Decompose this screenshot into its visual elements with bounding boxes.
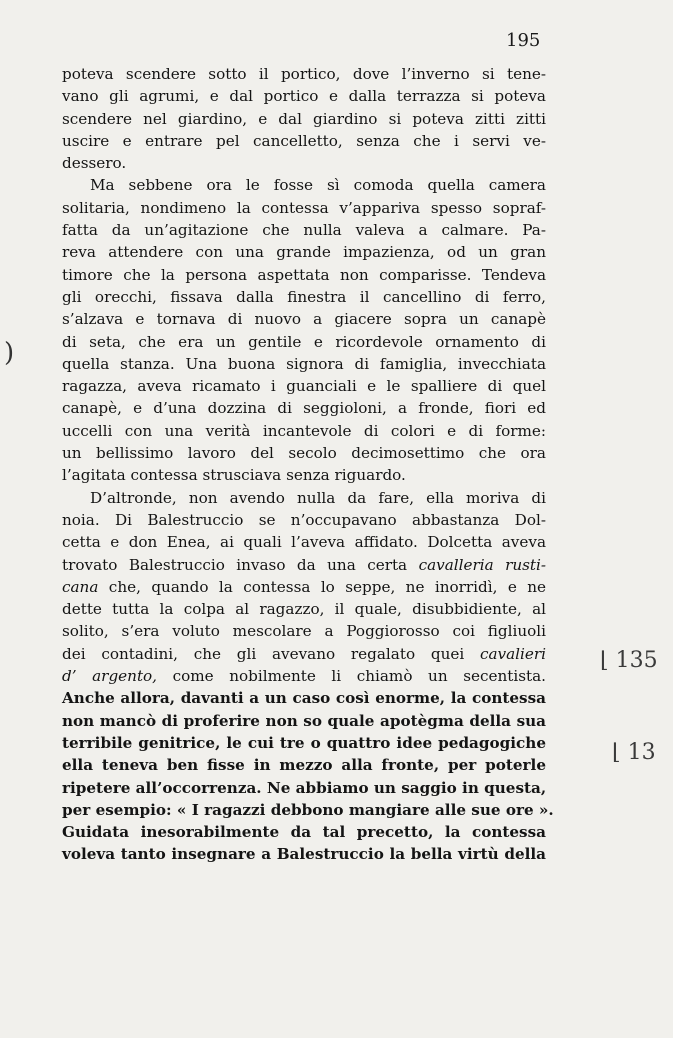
margin-bracket-mark: )	[4, 338, 15, 368]
text-line: di seta, che era un gentile e ricordevole ornamento di	[62, 332, 546, 351]
text-line: uscire e entrare pel cancelletto, senza che i servi ve-	[62, 131, 546, 150]
page-number: 195	[506, 30, 541, 51]
text-line: scendere nel giardino, e dal giardino si poteva zitti zitti	[62, 109, 546, 128]
body-text	[62, 63, 554, 866]
text-line: Ma sebbene ora le fosse sì comoda quella camera	[90, 176, 546, 195]
text-line: ella teneva ben fisse in mezzo alla fronte, per poterle	[62, 756, 546, 775]
text-line	[62, 554, 546, 576]
text-line: timore che la persona aspettata non comparisse. Tendeva	[62, 265, 546, 284]
text-line: dessero.	[62, 154, 127, 173]
italic-phrase: cavalieri	[479, 644, 546, 663]
text-line: Guidata inesorabilmente da tal precetto, la contessa	[62, 823, 546, 842]
italic-phrase: d’ argento,	[62, 667, 158, 686]
text-line: un bellissimo lavoro del secolo decimosettimo che ora	[62, 444, 546, 463]
text-line: cetta e don Enea, ai quali l’aveva affidato. Dolcetta aveva	[62, 533, 546, 552]
text-line: terribile genitrice, le cui tre o quattro idee pedagogiche	[62, 733, 546, 752]
text-line: solito, s’era voluto mescolare a Poggiorosso coi figliuoli	[62, 622, 546, 641]
text-line	[62, 576, 546, 598]
text-segment: che, quando la contessa lo seppe, ne inorridì, e ne	[98, 577, 546, 596]
text-segment: come nobilmente li chiamò un secentista.	[157, 667, 546, 686]
text-line	[62, 665, 546, 687]
text-line: ripetere all’occorrenza. Ne abbiamo un saggio in questa,	[62, 778, 547, 797]
text-line: quella stanza. Una buona signora di famiglia, invecchiata	[62, 354, 546, 373]
text-line: poteva scendere sotto il portico, dove l’inverno si tene-	[62, 65, 546, 83]
text-line: dette tutta la colpa al ragazzo, il quale, disubbidiente, al	[62, 600, 546, 619]
text-line: voleva tanto insegnare a Balestruccio la bella virtù della	[62, 845, 546, 864]
italic-phrase: cana	[62, 577, 99, 596]
text-line: D’altronde, non avendo nulla da fare, ella moriva di	[90, 488, 546, 507]
text-line: l’agitata contessa strusciava senza riguardo.	[62, 466, 406, 485]
text-line: vano gli agrumi, e dal portico e dalla terrazza si poteva	[62, 87, 546, 106]
text-line: non mancò di proferire non so quale apotègma della sua	[62, 711, 546, 730]
text-line: solitaria, nondimeno la contessa v’appariva spesso sopraf-	[62, 198, 546, 217]
text-line: ragazza, aveva ricamato i guanciali e le spalliere di quel	[62, 377, 546, 396]
text-line: noia. Di Balestruccio se n’occupavano abbastanza Dol-	[62, 510, 546, 529]
text-line: per esempio: « I ragazzi debbono mangiare alle sue ore ».	[62, 800, 554, 819]
text-line: gli orecchi, fissava dalla finestra il cancellino di ferro,	[62, 287, 546, 306]
text-line	[62, 643, 546, 665]
text-segment: trovato Balestruccio invaso da una certa	[62, 555, 419, 574]
text-line: reva attendere con una grande impazienza, od un gran	[62, 243, 546, 262]
text-line: uccelli con una verità incantevole di colori e di forme:	[62, 421, 546, 440]
text-segment: dei contadini, che gli avevano regalato quei	[62, 644, 480, 663]
text-line: s’alzava e tornava di nuovo a giacere sopra un canapè	[62, 310, 546, 329]
text-line: canapè, e d’una dozzina di seggioloni, a fronde, fiori ed	[62, 399, 546, 418]
italic-phrase: cavalleria rusti-	[418, 555, 546, 574]
text-line: Anche allora, davanti a un caso così enorme, la contessa	[62, 689, 546, 708]
margin-note-1: ⌊ 135	[600, 648, 658, 673]
margin-note-2: ⌊ 13	[612, 740, 656, 765]
text-line: fatta da un’agitazione che nulla valeva a calmare. Pa-	[62, 221, 546, 240]
